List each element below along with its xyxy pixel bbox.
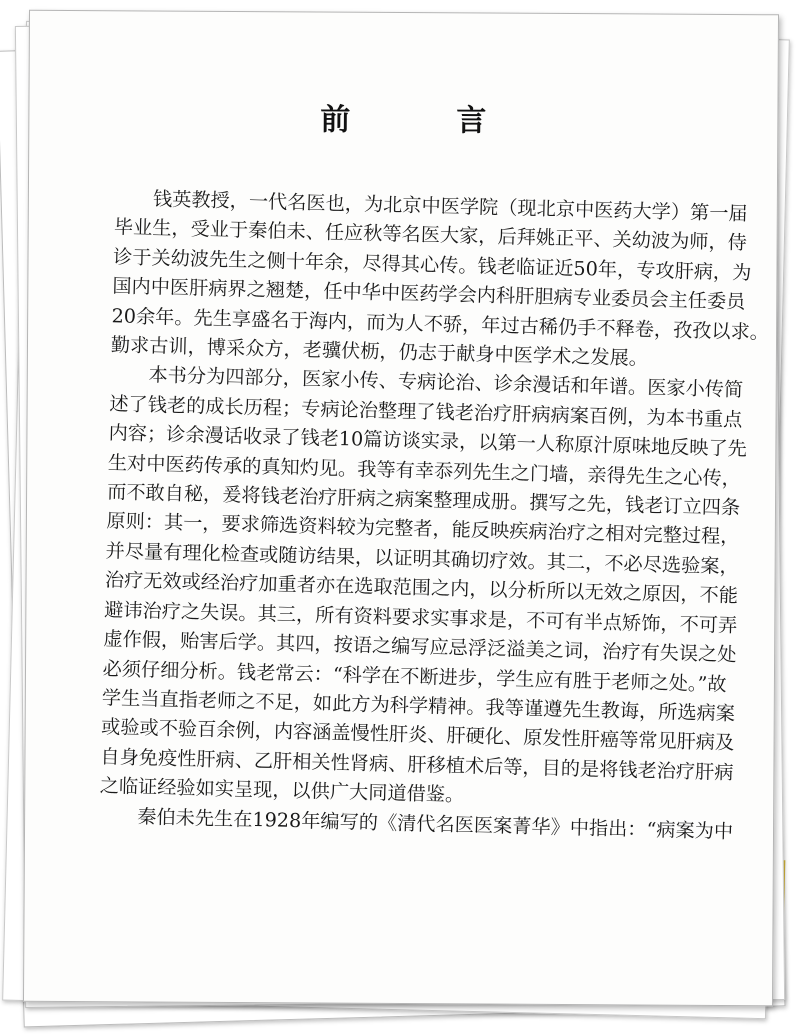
text-line: 虚作假，贻害后学。其四，按语之编写应忌浮泛溢美之词，治疗有失误之处 <box>103 627 737 667</box>
text-line: 原则：其一，要求筛选资料较为完整者，能反映疾病治疗之相对完整过程， <box>106 509 740 549</box>
text-line: 诊于关幼波先生之侧十年余，尽得其心传。钱老临证近50年，专攻肝病，为 <box>112 245 752 285</box>
text-line: 避讳治疗之失误。其三，所有资料要求实事求是，不可有半点矫饰，不可弄 <box>103 597 738 637</box>
text-line: 钱英教授，一代名医也，为北京中医学院（现北京中医药大学）第一届 <box>152 187 748 226</box>
preface-page <box>23 10 779 1007</box>
page-title: 前 言 <box>320 102 525 139</box>
text-line: 秦伯未先生在1928年编写的《清代名医医案菁华》中指出：“病案为中 <box>137 804 734 843</box>
preface-body <box>99 183 770 845</box>
text-line: 国内中医肝病界之翘楚，任中华中医药学会内科肝胆病专业委员会主任委员 <box>112 274 746 314</box>
text-line: 必须仔细分析。钱老常云：“科学在不断进步，学生应有胜于老师之处。”故 <box>102 656 727 696</box>
text-line: 之临证经验如实呈现，以供广大同道借鉴。 <box>99 774 465 807</box>
text-line: 而不敢自秘，爰将钱老治疗肝病之病案整理成册。撰写之先，钱老订立四条 <box>106 480 741 520</box>
text-line: 本书分为四部分，医家小传、专病论治、诊余漫话和年谱。医家小传简 <box>148 363 744 402</box>
text-line: 述了钱老的成长历程；专病论治整理了钱老治疗肝病病案百例，为本书重点 <box>109 392 743 432</box>
text-line: 学生当直指老师之不足，如此方为科学精神。我等谨遵先生教诲，所选病案 <box>101 685 736 726</box>
text-line: 或验或不验百余例，内容涵盖慢性肝炎、肝硬化、原发性肝癌等常见肝病及 <box>100 715 735 755</box>
text-line: 治疗无效或经治疗加重者亦在选取范围之内，以分析所以无效之原因，不能 <box>104 568 739 608</box>
text-line: 勤求古训，博采众方，老骥伏枥，仍志于献身中医学术之发展。 <box>110 333 649 370</box>
text-line: 并尽量有理化检查或随访结果，以证明其确切疗效。其二，不必尽选验案， <box>105 539 739 579</box>
text-line: 20余年。先生享盛名于海内，而为人不骄，年过古稀仍手不释卷，孜孜以求。 <box>111 303 770 344</box>
text-line: 生对中医药传承的真知灼见。我等有幸忝列先生之门墙，亲得先生之心传， <box>107 450 742 490</box>
text-line: 内容；诊余漫话收录了钱老10篇访谈实录，以第一人称原汁原味地反映了先 <box>108 421 748 461</box>
text-line: 毕业生，受业于秦伯未、任应秋等名医大家，后拜姚正平、关幼波为师，侍 <box>113 215 748 255</box>
text-line: 自身免疫性肝病、乙肝相关性肾病、肝移植术后等，目的是将钱老治疗肝病 <box>100 744 734 784</box>
